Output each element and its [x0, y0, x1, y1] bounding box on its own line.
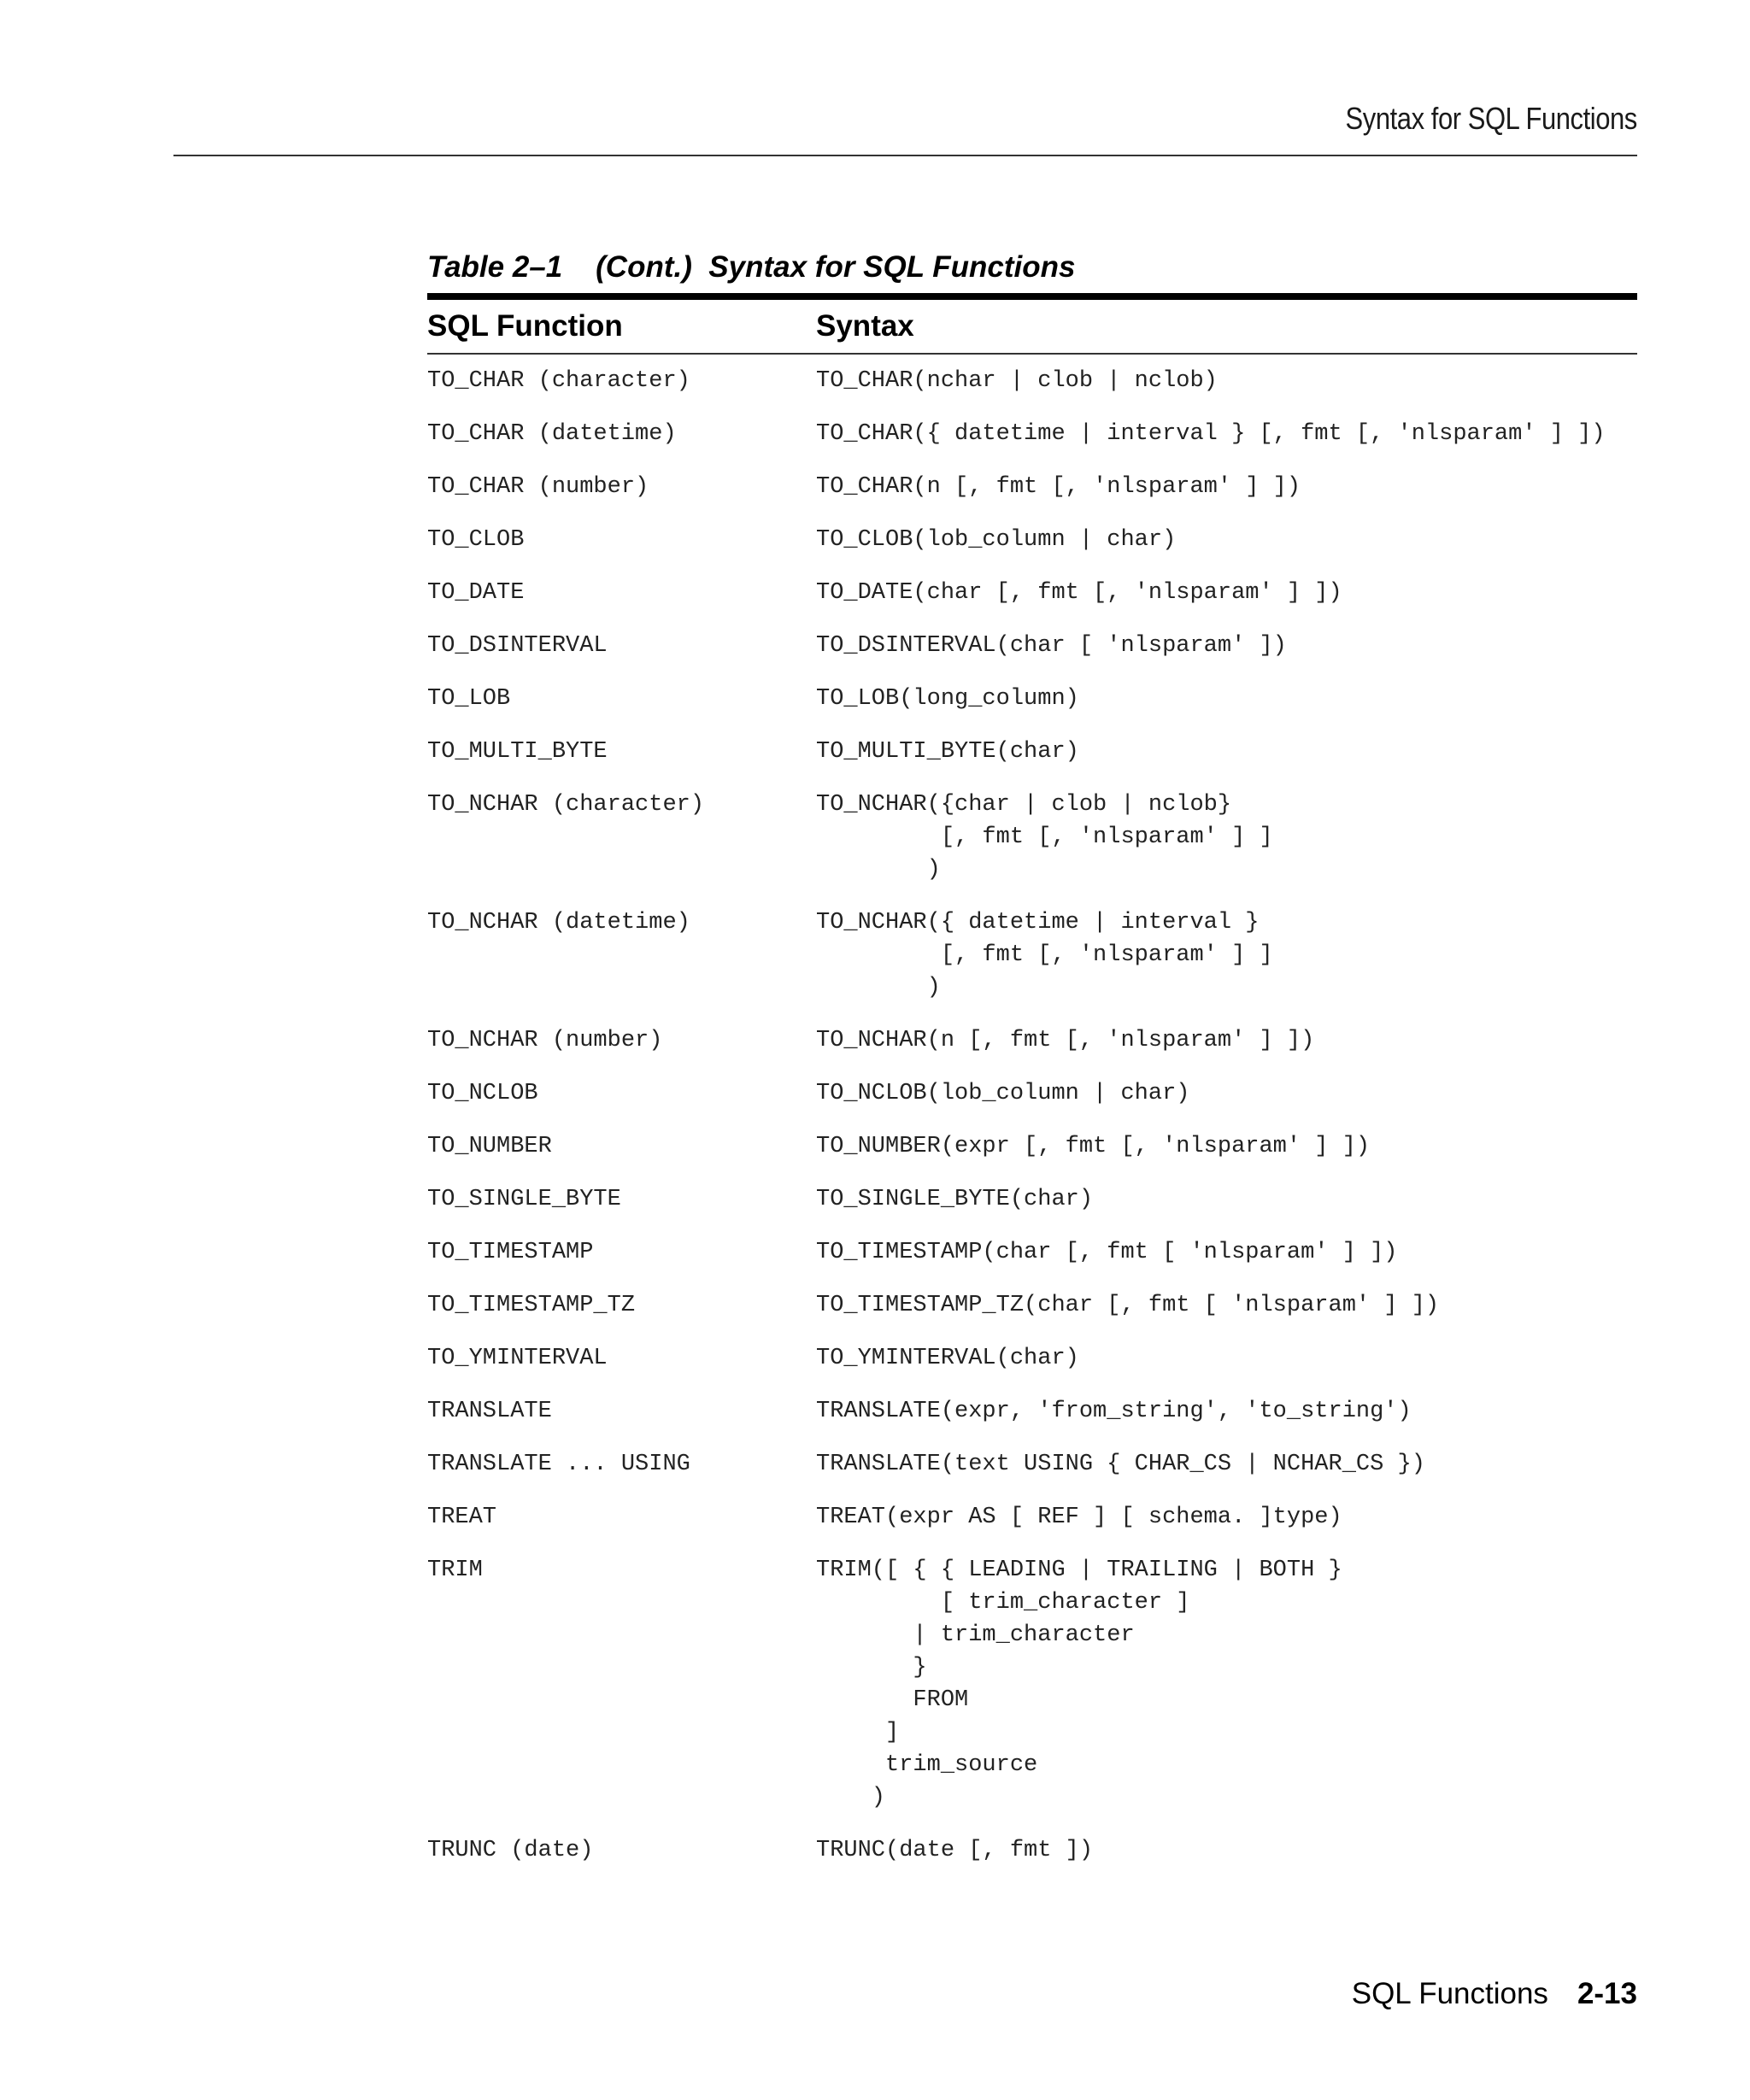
- footer-section-title: SQL Functions: [1351, 1977, 1548, 2010]
- syntax-cell: TO_NUMBER(expr [, fmt [, 'nlsparam' ] ]): [816, 1134, 1371, 1159]
- function-name-cell: TO_NCHAR (character): [427, 792, 705, 818]
- function-name-cell: TO_CHAR (character): [427, 368, 690, 394]
- syntax-table: [427, 246, 1637, 1880]
- function-name-cell: TO_CLOB: [427, 527, 525, 553]
- table-row: [427, 1229, 1637, 1282]
- table-row: [427, 1388, 1637, 1441]
- syntax-cell: TO_LOB(long_column): [816, 686, 1079, 712]
- syntax-cell: TRANSLATE(expr, 'from_string', 'to_string'): [816, 1399, 1412, 1424]
- syntax-cell: TO_NCHAR({char | clob | nclob} [, fmt [, 'nlsparam' ] ] ): [816, 792, 1273, 883]
- table-row: [427, 570, 1637, 623]
- syntax-cell: TO_DATE(char [, fmt [, 'nlsparam' ] ]): [816, 580, 1342, 606]
- syntax-cell: TRANSLATE(text USING { CHAR_CS | NCHAR_CS }): [816, 1452, 1425, 1477]
- syntax-cell: TO_CHAR(n [, fmt [, 'nlsparam' ] ]): [816, 474, 1301, 500]
- function-name-cell: TRUNC (date): [427, 1838, 594, 1863]
- function-name-cell: TO_MULTI_BYTE: [427, 739, 608, 765]
- function-name-cell: TRANSLATE ... USING: [427, 1452, 690, 1477]
- table-row: [427, 358, 1637, 411]
- table-body: [427, 355, 1637, 1880]
- function-name-cell: TRIM: [427, 1557, 483, 1583]
- syntax-cell: TO_TIMESTAMP(char [, fmt [ 'nlsparam' ] ]): [816, 1240, 1398, 1265]
- table-row: [427, 623, 1637, 676]
- table-row: [427, 1071, 1637, 1123]
- syntax-cell: TREAT(expr AS [ REF ] [ schema. ]type): [816, 1505, 1342, 1530]
- function-name-cell: TO_NCHAR (number): [427, 1028, 663, 1053]
- function-name-cell: TO_YMINTERVAL: [427, 1346, 608, 1371]
- table-caption: Table 2–1 (Cont.) Syntax for SQL Functions: [427, 250, 1076, 284]
- page-footer: [1352, 1977, 1637, 2011]
- table-row: [427, 1494, 1637, 1547]
- function-name-cell: TREAT: [427, 1505, 497, 1530]
- column-header-syntax: Syntax: [816, 309, 914, 343]
- table-header-row: [427, 300, 1637, 355]
- page-number: 2-13: [1577, 1977, 1637, 2010]
- function-name-cell: TO_TIMESTAMP: [427, 1240, 594, 1265]
- table-row: [427, 1827, 1637, 1880]
- syntax-cell: TO_NCHAR(n [, fmt [, 'nlsparam' ] ]): [816, 1028, 1315, 1053]
- table-row: [427, 411, 1637, 464]
- syntax-cell: TO_NCLOB(lob_column | char): [816, 1081, 1190, 1106]
- syntax-cell: TO_CHAR({ datetime | interval } [, fmt [, 'nlsparam' ] ]): [816, 421, 1606, 447]
- syntax-cell: TRUNC(date [, fmt ]): [816, 1838, 1094, 1863]
- syntax-cell: TO_DSINTERVAL(char [ 'nlsparam' ]): [816, 633, 1287, 659]
- running-header: Syntax for SQL Functions: [1345, 101, 1637, 136]
- table-row: [427, 900, 1637, 1018]
- table-row: [427, 1123, 1637, 1176]
- syntax-cell: TO_CLOB(lob_column | char): [816, 527, 1177, 553]
- table-top-rule: [427, 293, 1637, 300]
- syntax-cell: TO_SINGLE_BYTE(char): [816, 1187, 1094, 1212]
- function-name-cell: TO_CHAR (datetime): [427, 421, 677, 447]
- table-row: [427, 1441, 1637, 1494]
- syntax-cell: TO_CHAR(nchar | clob | nclob): [816, 368, 1218, 394]
- column-header-sql-function: SQL Function: [427, 309, 623, 343]
- syntax-cell: TO_YMINTERVAL(char): [816, 1346, 1079, 1371]
- syntax-cell: TO_MULTI_BYTE(char): [816, 739, 1079, 765]
- function-name-cell: TO_CHAR (number): [427, 474, 649, 500]
- function-name-cell: TO_NCLOB: [427, 1081, 538, 1106]
- table-row: [427, 464, 1637, 517]
- table-row: [427, 782, 1637, 900]
- function-name-cell: TO_DSINTERVAL: [427, 633, 608, 659]
- function-name-cell: TO_NUMBER: [427, 1134, 552, 1159]
- function-name-cell: TO_SINGLE_BYTE: [427, 1187, 621, 1212]
- table-row: [427, 1018, 1637, 1071]
- header-divider: [173, 155, 1637, 156]
- syntax-cell: TO_NCHAR({ datetime | interval } [, fmt [, 'nlsparam' ] ] ): [816, 910, 1273, 1000]
- table-row: [427, 1547, 1637, 1827]
- table-row: [427, 1335, 1637, 1388]
- syntax-cell: TO_TIMESTAMP_TZ(char [, fmt [ 'nlsparam' ] ]): [816, 1293, 1440, 1318]
- function-name-cell: TO_TIMESTAMP_TZ: [427, 1293, 636, 1318]
- table-row: [427, 1282, 1637, 1335]
- table-row: [427, 676, 1637, 729]
- function-name-cell: TRANSLATE: [427, 1399, 552, 1424]
- function-name-cell: TO_DATE: [427, 580, 525, 606]
- function-name-cell: TO_NCHAR (datetime): [427, 910, 690, 936]
- function-name-cell: TO_LOB: [427, 686, 511, 712]
- table-row: [427, 729, 1637, 782]
- table-row: [427, 517, 1637, 570]
- syntax-cell: TRIM([ { { LEADING | TRAILING | BOTH } [ trim_character ] | trim_character } FROM ] trim_source ): [816, 1557, 1342, 1810]
- table-row: [427, 1176, 1637, 1229]
